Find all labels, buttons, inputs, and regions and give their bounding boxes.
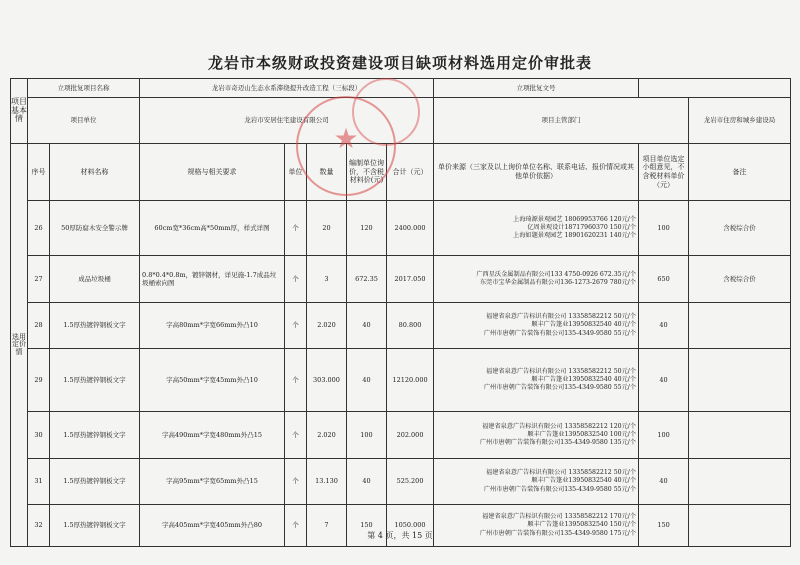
document-title: 龙岩市本级财政投资建设项目缺项材料选用定价审批表 [207,54,592,72]
authority-value: 龙岩市住房和城乡建设局 [689,98,791,144]
col-price: 编制单位询价，不含税材料价(元) [347,144,387,201]
company-seal: ★ [296,96,396,196]
col-source: 单价来源（三家及以上询价单位名称、联系电话、报价情况或其他单价依据） [434,144,639,201]
table-row: 31 1.5厚热镀锌钢板文字 字高95mm*字宽65mm外凸15 个 13.130 40 525.200 福建省泉意广告标识有限公司 13358582212 50元/个 顺丰广告篷业13950832540 40元/个 广州市唐朝广告装饰有限公司135-4349-9580 55元/个 40 [11,459,791,505]
section-label-pricing: 选用定价情 [11,144,28,547]
col-seq: 序号 [28,144,50,201]
page-footer: 第 4 页，共 15 页 [367,531,433,540]
project-name-label: 立项批复项目名称 [28,79,140,98]
col-team-price: 项目单位选定小组意见，不含税材料单价（元） [639,144,689,201]
col-spec: 规格与相关要求 [140,144,285,201]
col-qty: 数量 [307,144,347,201]
col-unit: 单位 [285,144,307,201]
table-row: 29 1.5厚热镀锌钢板文字 字高50mm*字宽45mm外凸10 个 303.000 40 12120.000 福建省泉意广告标识有限公司 13358582212 50元/个 顺丰广告篷业13950832540 40元/个 广州市唐朝广告装饰有限公司135-4349-9580 55元/个 40 [11,349,791,412]
table-row: 30 1.5厚热镀锌钢板文字 字高490mm*字宽480mm外凸15 个 2.020 100 202.000 福建省泉意广告标识有限公司 13358582212 120元/个 顺丰广告篷业13950832540 100元/个 广州市唐朝广告装饰有限公司135-4349-9580 135元/个 100 [11,412,791,459]
table-row: 28 1.5厚热镀锌钢板文字 字高80mm*字宽66mm外凸10 个 2.020 40 80.800 福建省泉意广告标识有限公司 13358582212 50元/个 顺丰广告篷业13950832540 40元/个 广州市唐朝广告装饰有限公司135-4349-9580 55元/个 40 [11,303,791,349]
table-row: 32 1.5厚热镀锌钢板文字 字高405mm*字宽405mm外凸80 个 7 150 1050.000 福建省泉意广告标识有限公司 13358582212 170元/个 顺丰广告篷业13950832540 150元/个 广州市唐朝广告装饰有限公司135-4349-9580 175元/个 150 [11,505,791,547]
table-row: 27 成品垃圾桶 0.8*0.4*0.8m，镀锌钢材，详见施-1.7成品垃圾桶索向图 个 3 672.35 2017.050 广西星沃金属制品有限公司133 4750-0926 672.35元/个 东莞市宝华金属制品有限公司136-1273-2679 780元/个 650 含税综合价 [11,256,791,303]
project-unit-value: 龙岩市安居住宅建设有限公司 [140,98,434,144]
col-name: 材料名称 [50,144,140,201]
section-label-basic: 项目基本情 [11,79,28,144]
approval-no-label: 立项批复文号 [434,79,639,98]
table-row: 26 50厚防腐木安全警示牌 60cm宽*36cm高*50mm厚，样式详图 个 20 120 2400.000 上海琦源景观园艺 18069953766 120元/个 亿周景观设计18717960370 150元/个 上海如题景观园艺 18901620231 140元/个 100 含税综合价 [11,201,791,256]
col-total: 合计（元） [387,144,434,201]
pricing-approval-table [10,78,791,547]
project-unit-label: 项目单位 [28,98,140,144]
authority-label: 项目主管部门 [434,98,689,144]
project-name-value: 龙岩市奇迈山生态水系滞绕提升改造工程（三标段） [140,79,434,98]
approval-no-value [639,79,791,98]
col-remark: 备注 [689,144,791,201]
